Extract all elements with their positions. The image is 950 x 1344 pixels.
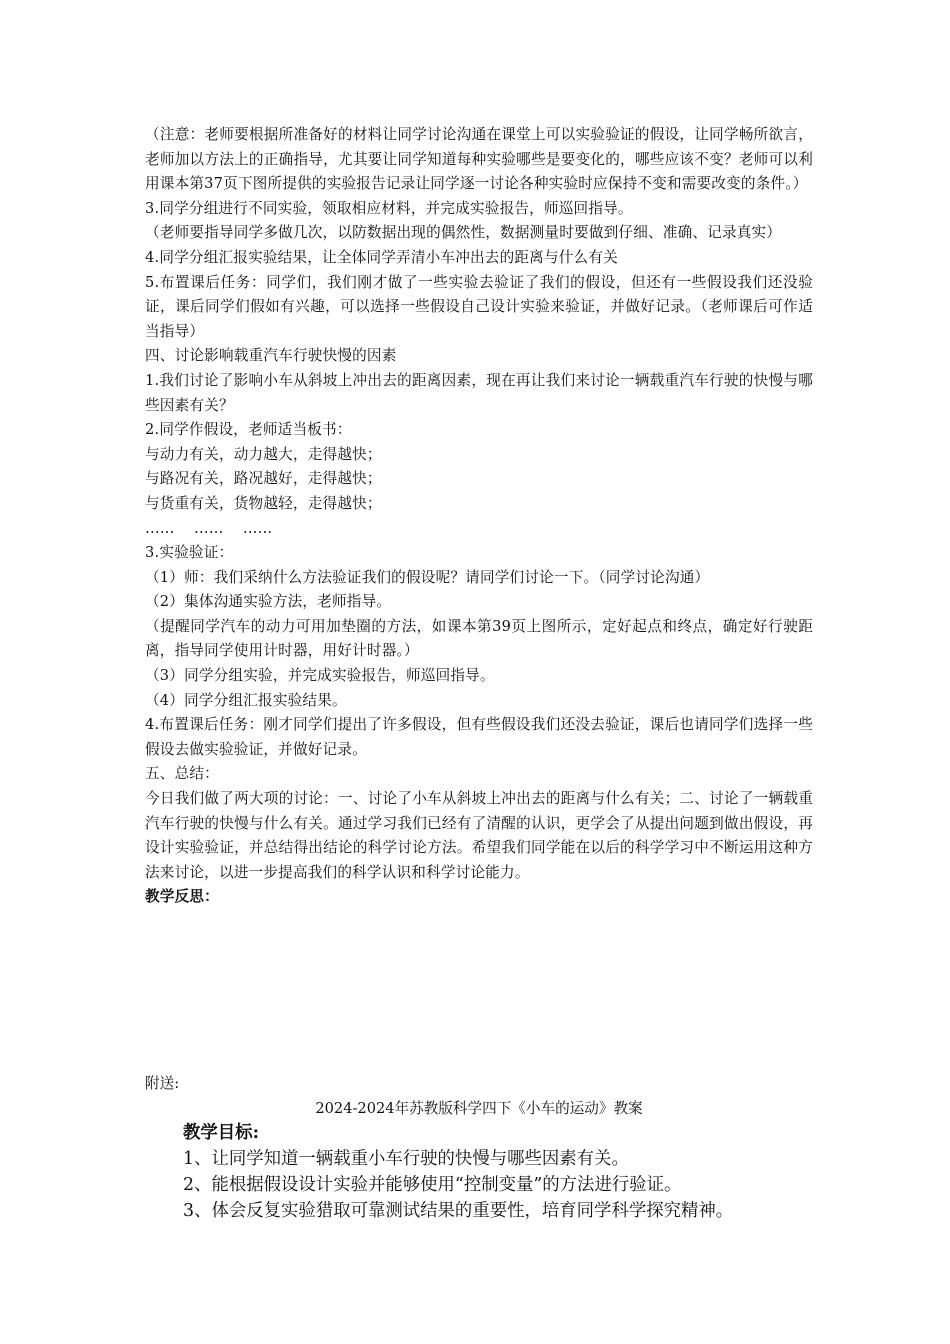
summary-paragraph: 今日我们做了两大项的讨论：一、讨论了小车从斜坡上冲出去的距离与什么有关；二、讨论了一辆载重汽车行驶的快慢与什么有关。通过学习我们已经有了清醒的认识，更学会了从提出问题到做出假设，再设计实验验证，并总结得出结论的科学讨论方法。希望我们同学能在以后的科学学习中不断运用这种方法来讨论，以进一步提高我们的科学认识和科学讨论能力。: [145, 790, 813, 881]
hypothesis-line: 与货重有关，货物越轻，走得越快；: [145, 494, 382, 512]
step-paragraph: 4.同学分组汇报实验结果，让全体同学弄清小车冲出去的距离与什么有关: [145, 248, 618, 266]
goal-item: 3、体会反复实验猎取可靠测试结果的重要性，培育同学科学探究精神。: [183, 1201, 734, 1221]
step-paragraph: 3.同学分组进行不同实验，领取相应材料，并完成实验报告，师巡回指导。: [145, 199, 633, 217]
section-heading: 四、讨论影响载重汽车行驶快慢的因素: [145, 347, 397, 365]
note-paragraph: （注意：老师要根据所准备好的材料让同学讨论沟通在课堂上可以实验验证的假设，让同学畅所欲言，老师加以方法上的正确指导，尤其要让同学知道每种实验哪些是要变化的，哪些应该不变？老师可以利用课本第37页下图所提供的实验报告记录让同学逐一讨论各种实验时应保持不变和需要改变的条件。）: [145, 126, 813, 193]
section-heading: 五、总结：: [145, 765, 219, 783]
sub-step-paragraph: （3）同学分组实验，并完成实验报告，师巡回指导。: [145, 667, 495, 685]
hypothesis-line: 与动力有关，动力越大，走得越快；: [145, 445, 382, 463]
reflection-heading: 教学反思：: [145, 888, 219, 906]
sub-step-paragraph: （1）师：我们采纳什么方法验证我们的假设呢？请同学们讨论一下。（同学讨论沟通）: [145, 568, 710, 586]
hypothesis-line: 与路况有关，路况越好，走得越快；: [145, 470, 382, 488]
attachment-title: 2024-2024年苏教版科学四下《小车的运动》教案: [315, 1100, 643, 1117]
goals-heading: 教学目标:: [183, 1123, 259, 1143]
step-paragraph: 4.布置课后任务：刚才同学们提出了许多假设，但有些假设我们还没去验证，课后也请同学们选择一些假设去做实验验证，并做好记录。: [145, 716, 813, 758]
goal-item: 2、能根据假设设计实验并能够使用“控制变量”的方法进行验证。: [183, 1175, 682, 1195]
step-paragraph: 1.我们讨论了影响小车从斜坡上冲出去的距离因素，现在再让我们来讨论一辆载重汽车行驶的快慢与哪些因素有关？: [145, 371, 813, 414]
ellipsis-line: …… …… ……: [145, 519, 273, 537]
sub-step-paragraph: （2）集体沟通实验方法，老师指导。: [145, 593, 392, 611]
teaching-goals: [183, 1120, 823, 1224]
note-paragraph: （老师要指导同学多做几次，以防数据出现的偶然性，数据测量时要做到仔细、准确、记录真实）: [145, 224, 782, 242]
sub-step-paragraph: （4）同学分组汇报实验结果。: [145, 691, 347, 709]
step-paragraph: 3.实验验证：: [145, 544, 234, 562]
note-paragraph: （提醒同学汽车的动力可用加垫圈的方法，如课本第39页上图所示，定好起点和终点，确定好行驶距离，指导同学使用计时器，用好计时器。）: [145, 617, 813, 660]
lesson-body: [145, 123, 813, 910]
step-paragraph: 2.同学作假设，老师适当板书：: [145, 421, 352, 439]
goal-item: 1、让同学知道一辆载重小车行驶的快慢与哪些因素有关。: [183, 1149, 629, 1169]
step-paragraph: 5.布置课后任务：同学们，我们刚才做了一些实验去验证了我们的假设，但还有一些假设我们还没验证，课后同学们假如有兴趣，可以选择一些假设自己设计实验来验证，并做好记录。（老师课后可作适当指导）: [145, 273, 813, 340]
attachment-label: 附送:: [145, 1075, 180, 1092]
